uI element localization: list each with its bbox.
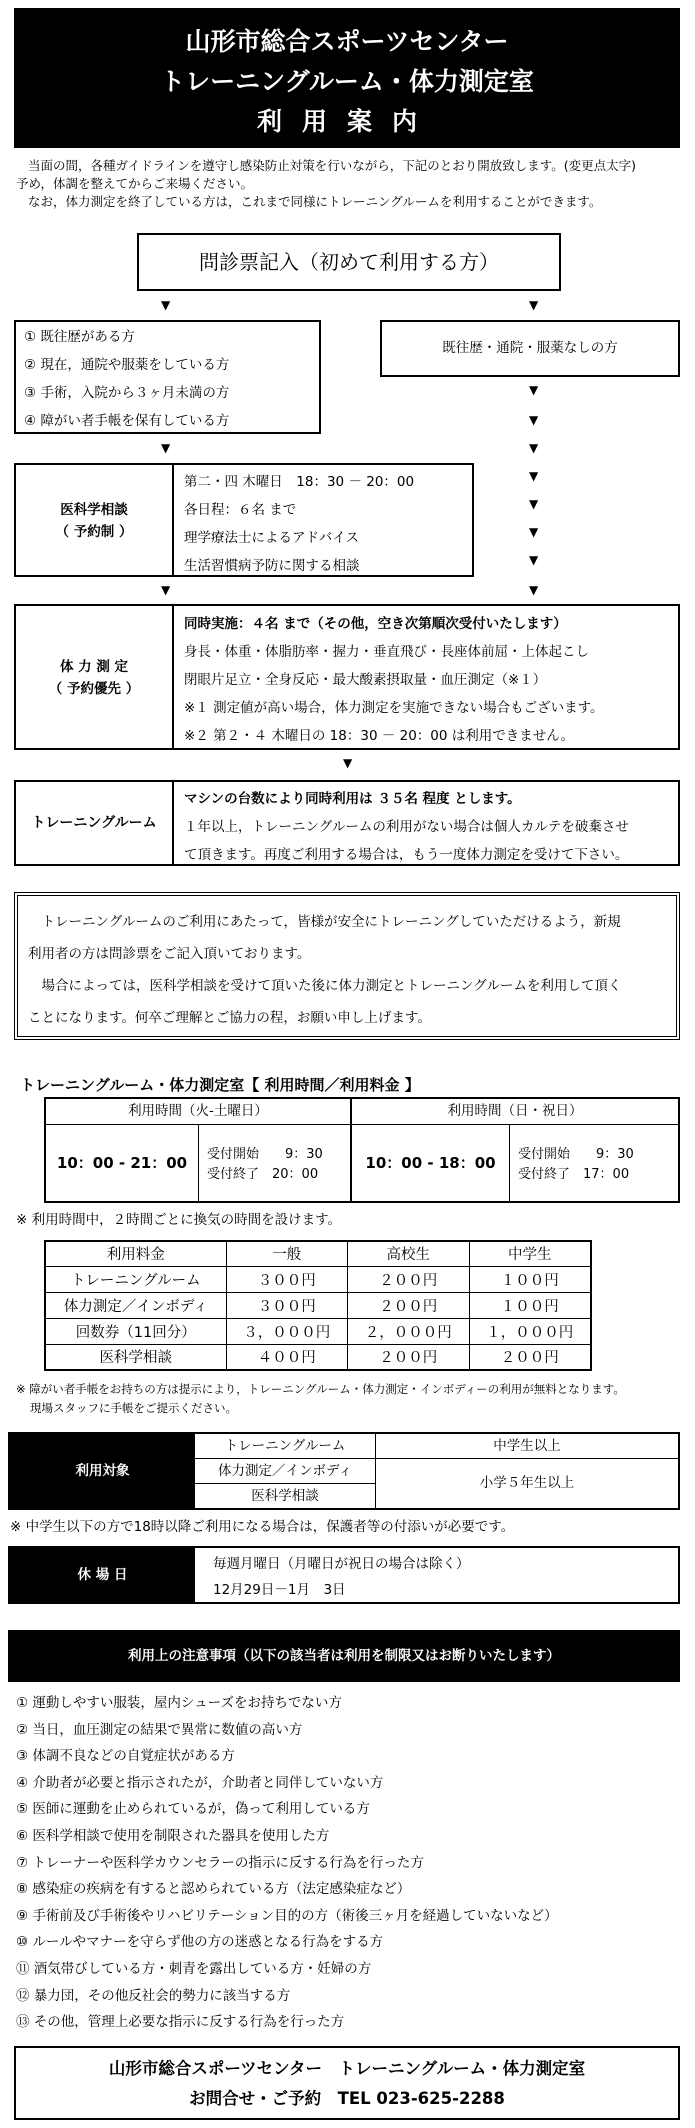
fitness-title: 体 力 測 定 xyxy=(59,659,129,675)
down-arrow-icon: ▼ xyxy=(343,756,353,770)
down-arrow-icon: ▼ xyxy=(529,497,539,511)
eligibility-item: トレーニングルーム xyxy=(195,1434,376,1459)
table-row xyxy=(45,1344,591,1370)
fee-item: 体力測定／インボディ xyxy=(45,1292,226,1318)
down-arrow-icon: ▼ xyxy=(529,441,539,455)
fee-cell: ２００円 xyxy=(348,1266,469,1292)
eligibility-value: 小学５年生以上 xyxy=(479,1475,575,1491)
fee-cell: ２００円 xyxy=(348,1292,469,1318)
intro-p1b: 予め，体調を整えてからご来場ください。 xyxy=(16,176,254,191)
fitness-detail: ※２ 第２・４ 木曜日の 18：30 － 20：00 は利用できません。 xyxy=(184,728,575,744)
history-item: ④ 障がい者手帳を保有している方 xyxy=(24,413,230,429)
cautions-list xyxy=(16,1690,558,2036)
holiday-header: 利用時間（日・祝日） xyxy=(352,1099,678,1125)
down-arrow-icon: ▼ xyxy=(529,469,539,483)
fitness-detail: 同時実施：４名 まで（その他，空き次第順次受付いたします） xyxy=(184,616,567,632)
footer-line1: 山形市総合スポーツセンター トレーニングルーム・体力測定室 xyxy=(108,2059,586,2078)
weekday-header: 利用時間（火-土曜日） xyxy=(46,1099,352,1125)
notice-line: ことになります。何卒ご理解とご協力の程，お願い申し上げます。 xyxy=(28,1010,431,1026)
down-arrow-icon: ▼ xyxy=(161,583,171,597)
holiday-end: 受付終了 17：00 xyxy=(518,1167,630,1182)
fees-header-row xyxy=(45,1241,591,1266)
fees-note: ※ 障がい者手帳をお持ちの方は提示により，トレーニングルーム・体力測定・インボディーの利用が無料となります。 xyxy=(16,1382,625,1396)
notice-line: トレーニングルームのご利用にあたって，皆様が安全にトレーニングしていただけるよう，新規 xyxy=(28,914,621,930)
medical-subtitle: （ 予約制 ） xyxy=(55,524,133,540)
holiday-start: 受付開始 9：30 xyxy=(518,1147,634,1162)
fee-cell: ４００円 xyxy=(226,1344,347,1370)
list-item: ⑥ 医科学相談で使用を制限された器具を使用した方 xyxy=(16,1827,330,1844)
fee-item: 医科学相談 xyxy=(45,1344,226,1370)
weekday-start: 受付開始 9：30 xyxy=(207,1147,323,1162)
fee-cell: ２００円 xyxy=(348,1344,469,1370)
closed-days-label: 休 場 日 xyxy=(10,1548,195,1602)
down-arrow-icon: ▼ xyxy=(161,441,171,455)
down-arrow-icon: ▼ xyxy=(529,583,539,597)
page-header xyxy=(14,8,680,148)
history-item: ② 現在，通院や服薬をしている方 xyxy=(24,357,230,373)
hours-title: トレーニングルーム・体力測定室【 利用時間／利用料金 】 xyxy=(20,1076,420,1094)
fee-cell: １００円 xyxy=(469,1266,591,1292)
list-item: ⑩ ルールやマナーを守らず他の方の迷惑となる行為をする方 xyxy=(16,1934,384,1951)
header-line1: 山形市総合スポーツセンター xyxy=(185,27,509,56)
fees-header: 高校生 xyxy=(348,1241,469,1266)
fees-notes xyxy=(16,1380,625,1418)
list-item: ⑪ 酒気帯びしている方・刺青を露出している方・妊婦の方 xyxy=(16,1960,372,1977)
medical-detail: 理学療法士によるアドバイス xyxy=(184,530,360,546)
holiday-time: 10：00 - 18：00 xyxy=(352,1125,510,1201)
fee-cell: ３００円 xyxy=(226,1292,347,1318)
list-item: ① 運動しやすい服装，屋内シューズをお持ちでない方 xyxy=(16,1695,342,1711)
fees-note: 現場スタッフに手帳をご提示ください。 xyxy=(30,1401,237,1415)
list-item: ② 当日，血圧測定の結果で異常に数値の高い方 xyxy=(16,1721,303,1738)
history-item: ③ 手術，入院から３ヶ月未満の方 xyxy=(24,385,230,401)
down-arrow-icon: ▼ xyxy=(529,413,539,427)
list-item: ③ 体調不良などの自覚症状がある方 xyxy=(16,1748,235,1765)
medical-detail: 第二・四 木曜日 18：30 － 20：00 xyxy=(184,474,415,490)
training-detail: １年以上，トレーニングルームの利用がない場合は個人カルテを破棄させ xyxy=(184,819,629,835)
training-room-label: トレーニングルーム xyxy=(16,782,174,864)
table-row xyxy=(45,1266,591,1292)
closed-days-line: 毎週月曜日（月曜日が祝日の場合は除く） xyxy=(213,1556,470,1572)
header-line3: 利用案内 xyxy=(256,107,437,136)
fee-item: 回数券（11回分） xyxy=(45,1318,226,1344)
history-conditions-box xyxy=(14,320,321,434)
medical-detail: 生活習慣病予防に関する相談 xyxy=(184,558,360,574)
eligibility-box xyxy=(8,1432,680,1510)
history-item: ① 既往歴がある方 xyxy=(24,329,135,345)
down-arrow-icon: ▼ xyxy=(529,383,539,397)
ventilation-note: ※ 利用時間中，２時間ごとに換気の時間を設けます。 xyxy=(16,1212,342,1228)
hours-table xyxy=(44,1097,680,1203)
medical-detail: 各日程：６名 まで xyxy=(184,502,297,518)
down-arrow-icon: ▼ xyxy=(529,525,539,539)
down-arrow-icon: ▼ xyxy=(529,553,539,567)
down-arrow-icon: ▼ xyxy=(161,298,171,312)
fee-item: トレーニングルーム xyxy=(45,1266,226,1292)
eligibility-item: 医科学相談 xyxy=(195,1484,376,1508)
medical-title: 医科学相談 xyxy=(60,502,128,518)
notice-line: 利用者の方は問診票をご記入頂いております。 xyxy=(28,946,311,962)
weekday-reception xyxy=(199,1125,352,1201)
fee-cell: ２００円 xyxy=(469,1344,591,1370)
intro-p1a: 当面の間，各種ガイドラインを遵守し感染防止対策を行いながら，下記のとおり開放致します。(変更点太字) xyxy=(28,158,637,173)
fees-header: 利用料金 xyxy=(45,1241,226,1266)
list-item: ⑫ 暴力団，その他反社会的勢力に該当する方 xyxy=(16,1987,291,2004)
training-detail: マシンの台数により同時利用は ３５名 程度 とします。 xyxy=(184,791,521,807)
eligibility-value: 中学生以上 xyxy=(376,1434,678,1459)
training-detail: て頂きます。再度ご利用する場合は，もう一度体力測定を受けて下さい。 xyxy=(184,847,629,863)
list-item: ④ 介助者が必要と指示されたが，介助者と同伴していない方 xyxy=(16,1774,384,1791)
training-room-box xyxy=(14,780,680,866)
closed-days-line: 12月29日－1月 3日 xyxy=(213,1582,346,1598)
weekday-time: 10：00 - 21：00 xyxy=(46,1125,199,1201)
fitness-test-label xyxy=(16,606,174,748)
footer-phone: お問合せ・ご予約 TEL 023-625-2288 xyxy=(189,2089,505,2108)
fees-header: 一般 xyxy=(226,1241,347,1266)
list-item: ⑦ トレーナーや医科学カウンセラーの指示に反する行為を行った方 xyxy=(16,1854,424,1871)
holiday-reception xyxy=(510,1125,678,1201)
fee-cell: １，０００円 xyxy=(469,1318,591,1344)
cautions-title: 利用上の注意事項（以下の該当者は利用を制限又はお断りいたします） xyxy=(8,1630,680,1682)
notice-box xyxy=(14,892,680,1040)
weekday-end: 受付終了 20：00 xyxy=(207,1167,319,1182)
fitness-detail: 身長・体重・体脂肪率・握力・垂直飛び・長座体前屈・上体起こし xyxy=(184,644,589,660)
fees-table xyxy=(44,1240,592,1371)
fitness-subtitle: （ 予約優先 ） xyxy=(48,681,140,697)
intro-p2: なお，体力測定を終了している方は，これまで同様にトレーニングルームを利用することができます。 xyxy=(28,194,602,209)
intro-text xyxy=(16,157,686,211)
notice-line: 場合によっては，医科学相談を受けて頂いた後に体力測定とトレーニングルームを利用して頂く xyxy=(28,978,622,994)
list-item: ⑨ 手術前及び手術後やリハビリテーション目的の方（術後三ヶ月を経過していないなど） xyxy=(16,1907,558,1924)
medical-consultation-label xyxy=(16,465,174,575)
fitness-detail: 閉眼片足立・全身反応・最大酸素摂取量・血圧測定（※１） xyxy=(184,672,547,688)
no-history-box: 既往歴・通院・服薬なしの方 xyxy=(380,320,680,377)
fees-header: 中学生 xyxy=(469,1241,591,1266)
footer-contact xyxy=(14,2046,680,2120)
closed-days-box xyxy=(8,1546,680,1604)
table-row xyxy=(45,1292,591,1318)
fee-cell: ２，０００円 xyxy=(348,1318,469,1344)
eligibility-label: 利用対象 xyxy=(10,1434,195,1508)
list-item: ⑧ 感染症の疾病を有すると認められている方（法定感染症など） xyxy=(16,1881,411,1898)
fee-cell: ３００円 xyxy=(226,1266,347,1292)
list-item: ⑬ その他，管理上必要な指示に反する行為を行った方 xyxy=(16,2014,345,2031)
fee-cell: ３，０００円 xyxy=(226,1318,347,1344)
list-item: ⑤ 医師に運動を止められているが，偽って利用している方 xyxy=(16,1801,370,1818)
fitness-test-box xyxy=(14,604,680,750)
fitness-detail: ※１ 測定値が高い場合，体力測定を実施できない場合もございます。 xyxy=(184,700,604,716)
questionnaire-box: 問診票記入（初めて利用する方） xyxy=(137,233,561,291)
eligibility-item: 体力測定／インボディ xyxy=(195,1459,376,1484)
medical-consultation-box xyxy=(14,463,474,577)
fee-cell: １００円 xyxy=(469,1292,591,1318)
down-arrow-icon: ▼ xyxy=(529,298,539,312)
eligibility-note: ※ 中学生以下の方で18時以降ご利用になる場合は，保護者等の付添いが必要です。 xyxy=(10,1519,515,1535)
header-line2: トレーニングルーム・体力測定室 xyxy=(160,67,534,96)
table-row xyxy=(45,1318,591,1344)
